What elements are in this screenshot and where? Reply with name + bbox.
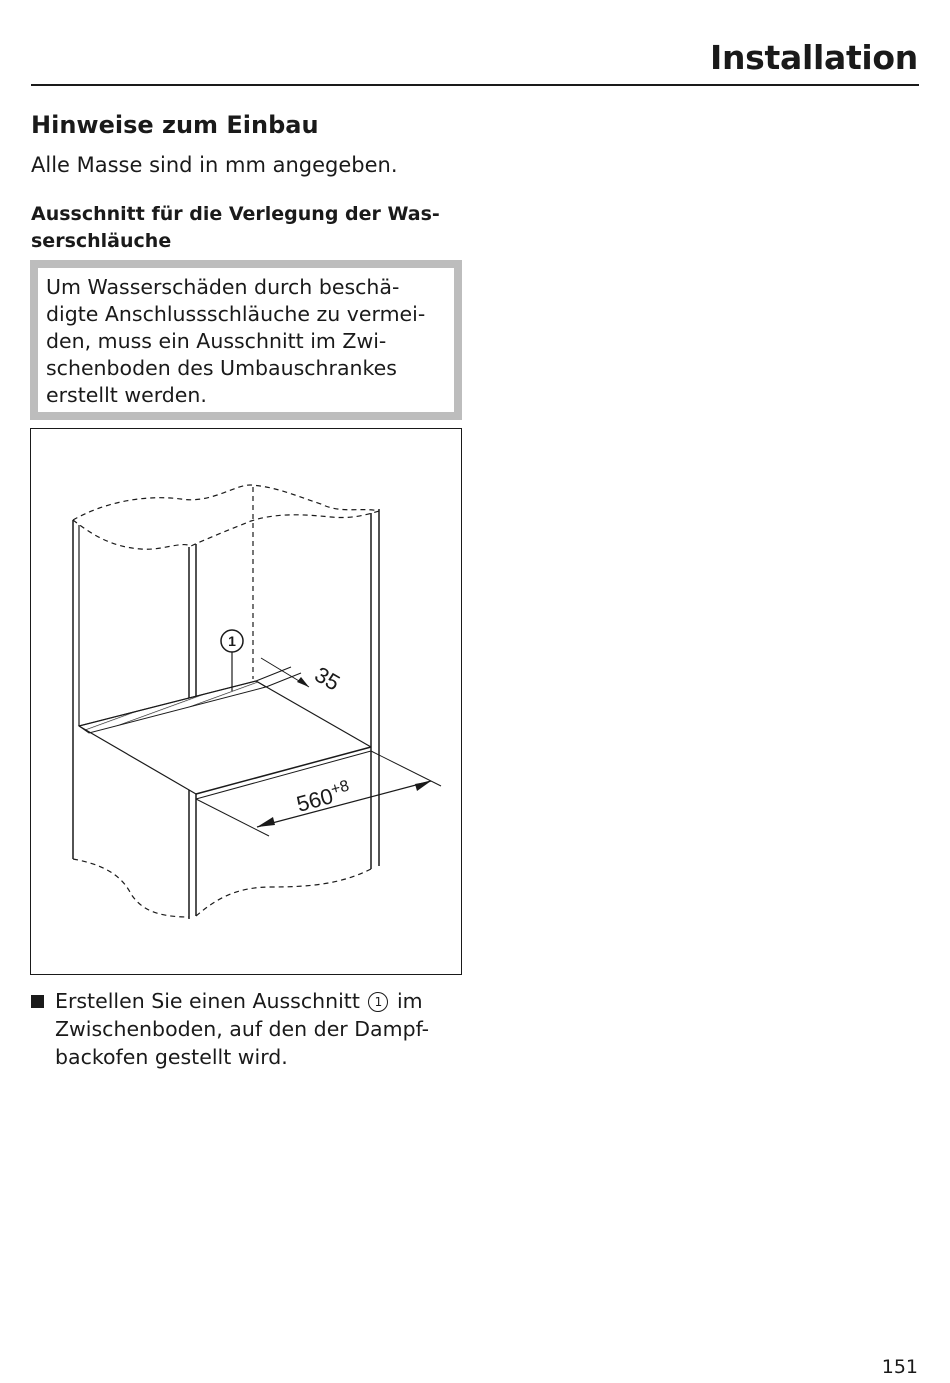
warning-line: schenboden des Umbauschrankes	[46, 356, 397, 380]
warning-line: den, muss ein Ausschnitt im Zwi-	[46, 329, 387, 353]
instruction-text	[55, 987, 429, 1071]
warning-text	[46, 274, 425, 409]
page-number: 151	[881, 1356, 918, 1378]
warning-line: Um Wasserschäden durch beschä-	[46, 275, 400, 299]
dim-width-label	[294, 777, 354, 816]
dim-width-arrow-left	[257, 817, 275, 827]
section-heading: Hinweise zum Einbau	[31, 111, 319, 139]
intro-text: Alle Masse sind in mm angegeben.	[31, 153, 398, 177]
dim-width-arrow-right	[415, 781, 431, 791]
page-header-title: Installation	[710, 38, 918, 77]
dim-width-base: 560	[293, 783, 336, 817]
warning-box	[30, 260, 462, 420]
subsection-heading-line: serschläuche	[31, 230, 172, 252]
warning-line: erstellt werden.	[46, 383, 207, 407]
cabinet-cutout-diagram	[31, 429, 461, 974]
instruction-line1-before: Erstellen Sie einen Ausschnitt	[55, 989, 360, 1013]
dim-depth-label: 35	[310, 661, 345, 696]
instruction-line1-after: im	[396, 989, 423, 1013]
bottom-dashed-outline-right	[196, 869, 371, 916]
dim-width-label-group	[294, 777, 354, 816]
dim-width-extension-1	[196, 799, 269, 836]
subsection-heading-line: Ausschnitt für die Verlegung der Was-	[31, 203, 440, 225]
instruction-line	[55, 987, 429, 1015]
bullet-square-icon	[31, 995, 44, 1008]
instruction-line: backofen gestellt wird.	[55, 1045, 288, 1069]
callout-number: 1	[228, 633, 236, 649]
dim-width-tolerance: +8	[329, 777, 352, 799]
installation-figure	[30, 428, 462, 975]
top-dashed-outline-front	[73, 511, 379, 549]
circled-marker-icon: 1	[368, 992, 388, 1012]
header-divider	[31, 84, 919, 86]
bottom-dashed-outline	[73, 859, 189, 917]
warning-line: digte Anschlussschläuche zu vermei-	[46, 302, 426, 326]
top-dashed-outline	[73, 485, 379, 520]
dim-depth-arrow	[297, 677, 309, 687]
subsection-heading	[31, 201, 471, 255]
instruction-line: Zwischenboden, auf den der Dampf-	[55, 1017, 430, 1041]
